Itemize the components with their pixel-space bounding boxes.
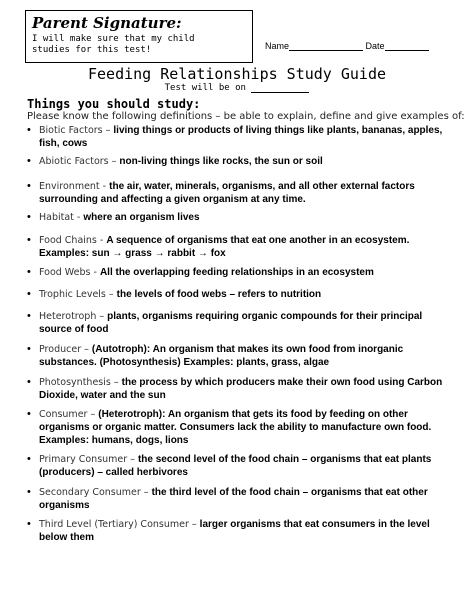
list-item: • Habitat - where an organism lives: [27, 211, 457, 224]
signature-title: Parent Signature:: [32, 14, 182, 32]
test-date-line: [0, 83, 474, 93]
subtitle-text: Test will be on: [164, 83, 246, 93]
list-item: • Food Webs - All the overlapping feeding relationships in an ecosystem: [27, 266, 457, 279]
list-item: • Biotic Factors – living things or products of living things like plants, bananas, apples, fish, cows: [27, 124, 457, 150]
list-item: • Environment - the air, water, minerals, organisms, and all other external factors surrounding and affecting a given organism at any time.: [27, 180, 457, 206]
list-item: • Food Chains - A sequence of organisms that eat one another in an ecosystem. Examples: sun → grass → rabbit → fox: [27, 234, 457, 260]
list-item: • Abiotic Factors – non-living things like rocks, the sun or soil: [27, 155, 457, 168]
page-title: Feeding Relationships Study Guide: [87, 65, 386, 83]
list-item: • Heterotroph – plants, organisms requiring organic compounds for their principal source of food: [27, 310, 457, 336]
signature-text: I will make sure that my child studies for this test!: [32, 34, 195, 55]
list-item: • Producer – (Autotroph): An organism that makes its own food from inorganic substances. (Photosynthesis) Examples: plants, grass, algae: [27, 343, 457, 369]
list-item: • Secondary Consumer – the third level of the food chain – organisms that eat other organisms: [27, 486, 457, 512]
section-heading: Things you should study:: [27, 97, 201, 111]
date-line[interactable]: [385, 41, 429, 51]
parent-signature-box: [25, 10, 253, 63]
list-item: • Consumer – (Heterotroph): An organism that gets its food by feeding on other organisms or organic matter. Consumers lack the ability to manufacture own food. Examples: humans, dogs, lions: [27, 408, 457, 447]
list-item: • Third Level (Tertiary) Consumer – larger organisms that eat consumers in the level below them: [27, 518, 457, 544]
name-line[interactable]: [289, 41, 363, 51]
list-item: • Primary Consumer – the second level of the food chain – organisms that eat plants (producers) – called herbivores: [27, 453, 457, 479]
intro-text: Please know the following definitions – be able to explain, define and give examples of:: [27, 111, 465, 122]
date-label: Date: [365, 41, 385, 51]
name-date-row: [265, 41, 429, 51]
test-date-blank[interactable]: [251, 84, 309, 93]
list-item: • Trophic Levels – the levels of food webs – refers to nutrition: [27, 288, 457, 301]
name-label: Name: [265, 41, 290, 51]
list-item: • Photosynthesis – the process by which producers make their own food using Carbon Dioxide, water and the sun: [27, 376, 457, 402]
